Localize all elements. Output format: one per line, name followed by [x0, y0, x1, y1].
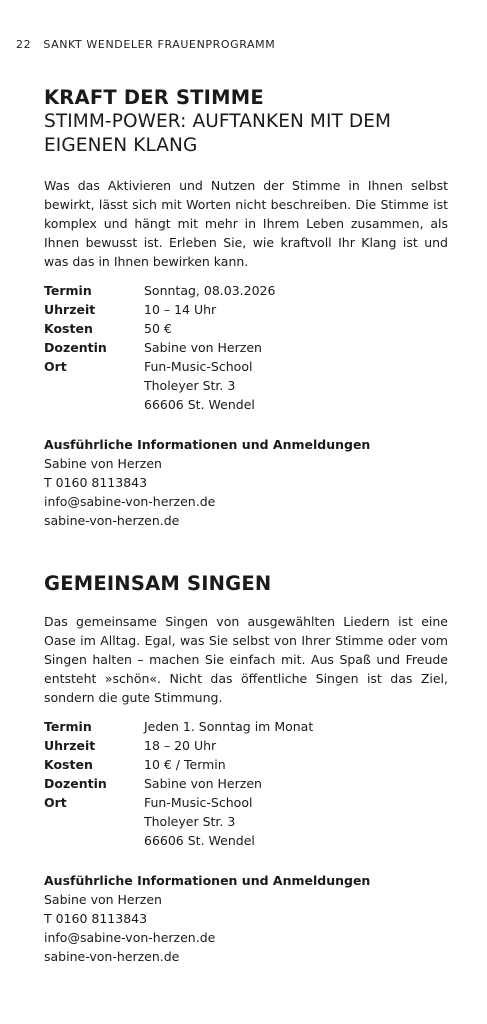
- detail-label: Termin: [44, 283, 92, 298]
- publication-title: SANKT WENDELER FRAUENPROGRAMM: [43, 38, 276, 51]
- detail-value: Jeden 1. Sonntag im Monat: [144, 719, 314, 734]
- detail-value: Sabine von Herzen: [144, 340, 262, 355]
- detail-row-dozentin: [44, 338, 448, 357]
- subtitle-line: EIGENEN KLANG: [44, 135, 198, 156]
- course-kraft-der-stimme: [44, 86, 448, 530]
- detail-row-uhrzeit: [44, 300, 448, 319]
- detail-label: Dozentin: [44, 776, 107, 791]
- contact-phone: T 0160 8113843: [44, 475, 148, 490]
- detail-value: 10 – 14 Uhr: [144, 302, 217, 317]
- detail-value: 18 – 20 Uhr: [144, 738, 217, 753]
- course-details: [44, 281, 448, 414]
- detail-label: Dozentin: [44, 340, 107, 355]
- detail-label: Ort: [44, 359, 67, 374]
- detail-value: 10 € / Termin: [144, 757, 226, 772]
- running-header: [16, 38, 275, 51]
- course-description: Das gemeinsame Singen von ausgewählten Liedern ist eine Oase im Alltag. Egal, was Sie selbst von Ihrer Stimme oder vom Singen halten – machen Sie einfach mit. Aus Spaß und Freude entsteht »schön«. Nicht das öffentliche Singen ist das Ziel, sondern die gute Stimmung.: [44, 614, 448, 705]
- page-number: 22: [16, 38, 32, 51]
- contact-website: sabine-von-herzen.de: [44, 949, 180, 964]
- contact-name: Sabine von Herzen: [44, 456, 162, 471]
- detail-label: Termin: [44, 719, 92, 734]
- course-title: KRAFT DER STIMME: [44, 86, 264, 109]
- contact-heading: Ausführliche Informationen und Anmeldungen: [44, 437, 371, 452]
- detail-row-termin: [44, 281, 448, 300]
- detail-row-kosten: [44, 755, 448, 774]
- course-subtitle: [44, 110, 448, 158]
- contact-email: info@sabine-von-herzen.de: [44, 494, 216, 509]
- detail-value: 50 €: [144, 321, 172, 336]
- detail-value: Fun-Music-School Tholeyer Str. 3 66606 St. Wendel: [144, 359, 255, 412]
- detail-row-termin: [44, 717, 448, 736]
- detail-label: Ort: [44, 795, 67, 810]
- detail-value: Fun-Music-School Tholeyer Str. 3 66606 St. Wendel: [144, 795, 255, 848]
- detail-row-dozentin: [44, 774, 448, 793]
- contact-heading: Ausführliche Informationen und Anmeldungen: [44, 873, 371, 888]
- course-details: [44, 717, 448, 850]
- detail-label: Uhrzeit: [44, 738, 96, 753]
- contact-name: Sabine von Herzen: [44, 892, 162, 907]
- detail-row-uhrzeit: [44, 736, 448, 755]
- contact-block: [44, 435, 448, 530]
- contact-block: [44, 871, 448, 966]
- detail-row-kosten: [44, 319, 448, 338]
- detail-label: Uhrzeit: [44, 302, 96, 317]
- detail-row-ort: [44, 793, 448, 850]
- contact-phone: T 0160 8113843: [44, 911, 148, 926]
- detail-label: Kosten: [44, 757, 93, 772]
- course-description: Was das Aktivieren und Nutzen der Stimme in Ihnen selbst bewirkt, lässt sich mit Worten nicht beschreiben. Die Stimme ist komplex und hängt mit mehr in Ihrem Leben zusammen, als Ihnen bewusst ist. Erleben Sie, wie kraftvoll Ihr Klang ist und was das in Ihnen bewirken kann.: [44, 178, 448, 269]
- detail-row-ort: [44, 357, 448, 414]
- course-gemeinsam-singen: [44, 572, 448, 966]
- contact-email: info@sabine-von-herzen.de: [44, 930, 216, 945]
- detail-value: Sabine von Herzen: [144, 776, 262, 791]
- subtitle-line: STIMM-POWER: AUFTANKEN MIT DEM: [44, 111, 392, 132]
- detail-value: Sonntag, 08.03.2026: [144, 283, 276, 298]
- course-title: GEMEINSAM SINGEN: [44, 572, 272, 595]
- contact-website: sabine-von-herzen.de: [44, 513, 180, 528]
- detail-label: Kosten: [44, 321, 93, 336]
